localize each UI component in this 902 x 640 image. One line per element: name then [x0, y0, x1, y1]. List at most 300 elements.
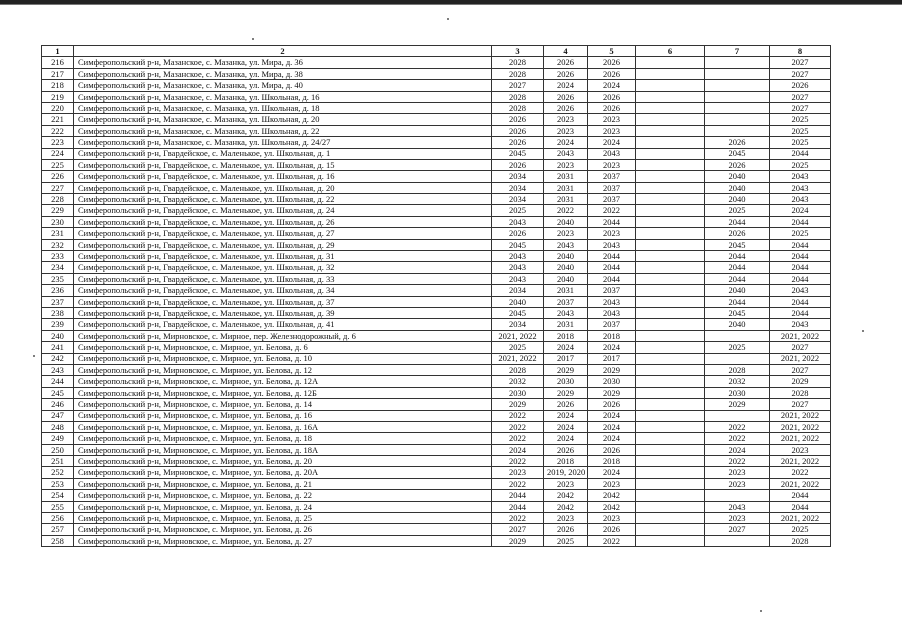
row-number-cell: 246: [42, 399, 74, 410]
scan-speck: [33, 355, 35, 357]
table-row: [42, 513, 831, 524]
year-col-8-cell: 2044: [770, 239, 831, 250]
row-number-cell: 255: [42, 501, 74, 512]
year-col-5-cell: 2024: [588, 137, 636, 148]
year-col-4-cell: 2043: [544, 307, 588, 318]
row-number-cell: 245: [42, 387, 74, 398]
row-number-cell: 223: [42, 137, 74, 148]
column-header: 7: [705, 46, 770, 57]
year-col-7-cell: 2022: [705, 456, 770, 467]
table-header-row: [42, 46, 831, 57]
column-header: 3: [492, 46, 544, 57]
year-col-7-cell: 2022: [705, 421, 770, 432]
year-col-8-cell: 2021, 2022: [770, 353, 831, 364]
row-number-cell: 228: [42, 194, 74, 205]
year-col-5-cell: 2042: [588, 501, 636, 512]
year-col-7-cell: 2026: [705, 159, 770, 170]
year-col-6-cell: [636, 273, 705, 284]
year-col-5-cell: 2026: [588, 91, 636, 102]
address-cell: Симферопольский р-н, Гвардейское, с. Маленькое, ул. Школьная, д. 15: [74, 159, 492, 170]
year-col-7-cell: 2040: [705, 194, 770, 205]
year-col-6-cell: [636, 285, 705, 296]
year-col-5-cell: 2044: [588, 262, 636, 273]
year-col-5-cell: 2023: [588, 159, 636, 170]
year-col-4-cell: 2040: [544, 262, 588, 273]
year-col-7-cell: 2044: [705, 296, 770, 307]
year-col-5-cell: 2026: [588, 68, 636, 79]
year-col-4-cell: 2031: [544, 319, 588, 330]
address-cell: Симферопольский р-н, Мазанское, с. Мазанка, ул. Школьная, д. 20: [74, 114, 492, 125]
year-col-3-cell: 2026: [492, 137, 544, 148]
table-row: [42, 319, 831, 330]
year-col-5-cell: 2023: [588, 228, 636, 239]
year-col-3-cell: 2043: [492, 216, 544, 227]
table-row: [42, 467, 831, 478]
year-col-5-cell: 2044: [588, 251, 636, 262]
year-col-5-cell: 2024: [588, 421, 636, 432]
row-number-cell: 256: [42, 513, 74, 524]
address-cell: Симферопольский р-н, Мирновское, с. Мирное, ул. Белова, д. 12А: [74, 376, 492, 387]
year-col-8-cell: 2044: [770, 262, 831, 273]
year-col-4-cell: 2030: [544, 376, 588, 387]
column-header: 8: [770, 46, 831, 57]
row-number-cell: 249: [42, 433, 74, 444]
year-col-5-cell: 2022: [588, 205, 636, 216]
year-col-7-cell: 2022: [705, 433, 770, 444]
address-cell: Симферопольский р-н, Мирновское, с. Мирное, ул. Белова, д. 21: [74, 478, 492, 489]
year-col-6-cell: [636, 251, 705, 262]
table-row: [42, 296, 831, 307]
address-cell: Симферопольский р-н, Мирновское, с. Мирное, ул. Белова, д. 12Б: [74, 387, 492, 398]
year-col-6-cell: [636, 182, 705, 193]
year-col-8-cell: 2027: [770, 342, 831, 353]
year-col-4-cell: 2026: [544, 524, 588, 535]
table-row: [42, 159, 831, 170]
year-col-5-cell: 2024: [588, 80, 636, 91]
table-row: [42, 80, 831, 91]
year-col-6-cell: [636, 194, 705, 205]
year-col-8-cell: 2021, 2022: [770, 330, 831, 341]
year-col-6-cell: [636, 478, 705, 489]
row-number-cell: 243: [42, 364, 74, 375]
year-col-7-cell: [705, 114, 770, 125]
year-col-8-cell: 2044: [770, 148, 831, 159]
year-col-3-cell: 2034: [492, 319, 544, 330]
year-col-6-cell: [636, 239, 705, 250]
year-col-8-cell: 2043: [770, 319, 831, 330]
year-col-6-cell: [636, 137, 705, 148]
year-col-6-cell: [636, 399, 705, 410]
year-col-7-cell: 2044: [705, 216, 770, 227]
address-cell: Симферопольский р-н, Мазанское, с. Мазанка, ул. Школьная, д. 22: [74, 125, 492, 136]
year-col-8-cell: 2044: [770, 501, 831, 512]
year-col-6-cell: [636, 216, 705, 227]
year-col-4-cell: 2037: [544, 296, 588, 307]
row-number-cell: 218: [42, 80, 74, 91]
row-number-cell: 239: [42, 319, 74, 330]
address-cell: Симферопольский р-н, Мирновское, с. Мирное, ул. Белова, д. 10: [74, 353, 492, 364]
year-col-4-cell: 2023: [544, 125, 588, 136]
year-col-4-cell: 2031: [544, 182, 588, 193]
year-col-4-cell: 2018: [544, 330, 588, 341]
year-col-5-cell: 2024: [588, 410, 636, 421]
row-number-cell: 242: [42, 353, 74, 364]
row-number-cell: 250: [42, 444, 74, 455]
row-number-cell: 226: [42, 171, 74, 182]
year-col-5-cell: 2024: [588, 467, 636, 478]
scan-speck: [760, 610, 762, 612]
address-cell: Симферопольский р-н, Мазанское, с. Мазанка, ул. Школьная, д. 18: [74, 102, 492, 113]
address-cell: Симферопольский р-н, Мирновское, с. Мирное, ул. Белова, д. 18: [74, 433, 492, 444]
row-number-cell: 221: [42, 114, 74, 125]
year-col-8-cell: 2024: [770, 205, 831, 216]
scan-speck: [862, 330, 864, 332]
year-col-3-cell: 2040: [492, 296, 544, 307]
column-header: 5: [588, 46, 636, 57]
address-cell: Симферопольский р-н, Мазанское, с. Мазанка, ул. Мира, д. 36: [74, 57, 492, 68]
year-col-3-cell: 2026: [492, 114, 544, 125]
row-number-cell: 224: [42, 148, 74, 159]
year-col-5-cell: 2037: [588, 182, 636, 193]
year-col-3-cell: 2022: [492, 421, 544, 432]
year-col-4-cell: 2018: [544, 456, 588, 467]
row-number-cell: 232: [42, 239, 74, 250]
address-cell: Симферопольский р-н, Мазанское, с. Мазанка, ул. Мира, д. 40: [74, 80, 492, 91]
year-col-3-cell: 2026: [492, 159, 544, 170]
year-col-4-cell: 2026: [544, 68, 588, 79]
year-col-3-cell: 2022: [492, 513, 544, 524]
year-col-3-cell: 2022: [492, 456, 544, 467]
year-col-3-cell: 2025: [492, 342, 544, 353]
year-col-8-cell: 2023: [770, 444, 831, 455]
year-col-3-cell: 2021, 2022: [492, 330, 544, 341]
year-col-7-cell: 2029: [705, 399, 770, 410]
year-col-7-cell: 2027: [705, 524, 770, 535]
year-col-3-cell: 2045: [492, 239, 544, 250]
year-col-4-cell: 2019, 2020: [544, 467, 588, 478]
row-number-cell: 237: [42, 296, 74, 307]
table-row: [42, 205, 831, 216]
year-col-7-cell: [705, 330, 770, 341]
year-col-4-cell: 2024: [544, 410, 588, 421]
year-col-8-cell: 2025: [770, 114, 831, 125]
row-number-cell: 241: [42, 342, 74, 353]
table-row: [42, 285, 831, 296]
year-col-4-cell: 2026: [544, 102, 588, 113]
year-col-8-cell: 2028: [770, 535, 831, 546]
table-row: [42, 68, 831, 79]
year-col-3-cell: 2025: [492, 205, 544, 216]
year-col-7-cell: 2040: [705, 171, 770, 182]
year-col-8-cell: 2028: [770, 387, 831, 398]
year-col-4-cell: 2031: [544, 285, 588, 296]
address-cell: Симферопольский р-н, Мирновское, с. Мирное, ул. Белова, д. 26: [74, 524, 492, 535]
address-cell: Симферопольский р-н, Гвардейское, с. Маленькое, ул. Школьная, д. 27: [74, 228, 492, 239]
row-number-cell: 222: [42, 125, 74, 136]
table-row: [42, 216, 831, 227]
year-col-8-cell: 2044: [770, 490, 831, 501]
year-col-5-cell: 2043: [588, 296, 636, 307]
year-col-7-cell: 2045: [705, 148, 770, 159]
address-cell: Симферопольский р-н, Гвардейское, с. Маленькое, ул. Школьная, д. 39: [74, 307, 492, 318]
year-col-6-cell: [636, 387, 705, 398]
address-cell: Симферопольский р-н, Гвардейское, с. Маленькое, ул. Школьная, д. 31: [74, 251, 492, 262]
year-col-6-cell: [636, 342, 705, 353]
year-col-8-cell: 2044: [770, 296, 831, 307]
year-col-7-cell: 2023: [705, 513, 770, 524]
table-row: [42, 125, 831, 136]
address-cell: Симферопольский р-н, Гвардейское, с. Маленькое, ул. Школьная, д. 16: [74, 171, 492, 182]
year-col-5-cell: 2044: [588, 273, 636, 284]
year-col-8-cell: 2043: [770, 171, 831, 182]
year-col-8-cell: 2021, 2022: [770, 478, 831, 489]
year-col-6-cell: [636, 330, 705, 341]
row-number-cell: 253: [42, 478, 74, 489]
year-col-6-cell: [636, 319, 705, 330]
year-col-7-cell: 2030: [705, 387, 770, 398]
year-col-7-cell: 2044: [705, 251, 770, 262]
year-col-6-cell: [636, 376, 705, 387]
year-col-4-cell: 2026: [544, 444, 588, 455]
row-number-cell: 248: [42, 421, 74, 432]
row-number-cell: 235: [42, 273, 74, 284]
column-header: 1: [42, 46, 74, 57]
year-col-4-cell: 2024: [544, 421, 588, 432]
year-col-3-cell: 2028: [492, 364, 544, 375]
year-col-3-cell: 2044: [492, 501, 544, 512]
year-col-6-cell: [636, 57, 705, 68]
table-row: [42, 342, 831, 353]
year-col-6-cell: [636, 444, 705, 455]
year-col-7-cell: 2028: [705, 364, 770, 375]
year-col-7-cell: [705, 353, 770, 364]
year-col-8-cell: 2044: [770, 216, 831, 227]
row-number-cell: 225: [42, 159, 74, 170]
address-cell: Симферопольский р-н, Мирновское, с. Мирное, ул. Белова, д. 24: [74, 501, 492, 512]
year-col-5-cell: 2029: [588, 387, 636, 398]
year-col-5-cell: 2026: [588, 102, 636, 113]
address-cell: Симферопольский р-н, Мирновское, с. Мирное, ул. Белова, д. 27: [74, 535, 492, 546]
year-col-8-cell: 2025: [770, 137, 831, 148]
year-col-7-cell: 2026: [705, 137, 770, 148]
year-col-6-cell: [636, 535, 705, 546]
year-col-7-cell: [705, 490, 770, 501]
year-col-3-cell: 2045: [492, 148, 544, 159]
table-row: [42, 353, 831, 364]
year-col-3-cell: 2030: [492, 387, 544, 398]
year-col-5-cell: 2037: [588, 285, 636, 296]
year-col-4-cell: 2040: [544, 251, 588, 262]
year-col-3-cell: 2028: [492, 91, 544, 102]
address-cell: Симферопольский р-н, Гвардейское, с. Маленькое, ул. Школьная, д. 20: [74, 182, 492, 193]
year-col-3-cell: 2043: [492, 273, 544, 284]
year-col-3-cell: 2022: [492, 478, 544, 489]
year-col-6-cell: [636, 148, 705, 159]
table-row: [42, 444, 831, 455]
table-row: [42, 490, 831, 501]
address-cell: Симферопольский р-н, Мирновское, с. Мирное, ул. Белова, д. 20А: [74, 467, 492, 478]
table-row: [42, 137, 831, 148]
year-col-8-cell: 2027: [770, 91, 831, 102]
year-col-5-cell: 2023: [588, 513, 636, 524]
year-col-4-cell: 2043: [544, 148, 588, 159]
address-cell: Симферопольский р-н, Гвардейское, с. Маленькое, ул. Школьная, д. 33: [74, 273, 492, 284]
year-col-5-cell: 2044: [588, 216, 636, 227]
year-col-8-cell: 2026: [770, 80, 831, 91]
year-col-8-cell: 2044: [770, 307, 831, 318]
address-cell: Симферопольский р-н, Гвардейское, с. Маленькое, ул. Школьная, д. 24: [74, 205, 492, 216]
year-col-6-cell: [636, 456, 705, 467]
row-number-cell: 217: [42, 68, 74, 79]
year-col-6-cell: [636, 102, 705, 113]
row-number-cell: 220: [42, 102, 74, 113]
year-col-4-cell: 2042: [544, 501, 588, 512]
row-number-cell: 229: [42, 205, 74, 216]
year-col-3-cell: 2021, 2022: [492, 353, 544, 364]
year-col-6-cell: [636, 364, 705, 375]
table-row: [42, 535, 831, 546]
year-col-6-cell: [636, 353, 705, 364]
year-col-3-cell: 2034: [492, 171, 544, 182]
address-cell: Симферопольский р-н, Гвардейское, с. Маленькое, ул. Школьная, д. 32: [74, 262, 492, 273]
year-col-8-cell: 2044: [770, 273, 831, 284]
year-col-4-cell: 2042: [544, 490, 588, 501]
table-row: [42, 102, 831, 113]
year-col-5-cell: 2026: [588, 524, 636, 535]
year-col-4-cell: 2029: [544, 387, 588, 398]
year-col-8-cell: 2029: [770, 376, 831, 387]
address-cell: Симферопольский р-н, Гвардейское, с. Маленькое, ул. Школьная, д. 26: [74, 216, 492, 227]
address-cell: Симферопольский р-н, Мирновское, с. Мирное, ул. Белова, д. 6: [74, 342, 492, 353]
year-col-7-cell: 2032: [705, 376, 770, 387]
year-col-5-cell: 2017: [588, 353, 636, 364]
year-col-7-cell: 2025: [705, 205, 770, 216]
table-row: [42, 251, 831, 262]
column-header: 4: [544, 46, 588, 57]
year-col-5-cell: 2018: [588, 456, 636, 467]
row-number-cell: 254: [42, 490, 74, 501]
year-col-7-cell: 2045: [705, 239, 770, 250]
year-col-3-cell: 2027: [492, 80, 544, 91]
year-col-7-cell: 2024: [705, 444, 770, 455]
address-cell: Симферопольский р-н, Мирновское, с. Мирное, ул. Белова, д. 12: [74, 364, 492, 375]
year-col-4-cell: 2017: [544, 353, 588, 364]
year-col-5-cell: 2043: [588, 239, 636, 250]
year-col-4-cell: 2043: [544, 239, 588, 250]
year-col-7-cell: [705, 80, 770, 91]
table-body: [42, 57, 831, 547]
year-col-4-cell: 2029: [544, 364, 588, 375]
year-col-5-cell: 2024: [588, 342, 636, 353]
address-cell: Симферопольский р-н, Гвардейское, с. Маленькое, ул. Школьная, д. 22: [74, 194, 492, 205]
year-col-8-cell: 2043: [770, 285, 831, 296]
year-col-7-cell: 2025: [705, 342, 770, 353]
address-cell: Симферопольский р-н, Мирновское, с. Мирное, ул. Белова, д. 16: [74, 410, 492, 421]
year-col-5-cell: 2037: [588, 319, 636, 330]
table-row: [42, 273, 831, 284]
year-col-6-cell: [636, 296, 705, 307]
year-col-6-cell: [636, 125, 705, 136]
address-cell: Симферопольский р-н, Мазанское, с. Мазанка, ул. Школьная, д. 24/27: [74, 137, 492, 148]
year-col-5-cell: 2023: [588, 478, 636, 489]
address-cell: Симферопольский р-н, Мазанское, с. Мазанка, ул. Мира, д. 38: [74, 68, 492, 79]
row-number-cell: 244: [42, 376, 74, 387]
address-cell: Симферопольский р-н, Мазанское, с. Мазанка, ул. Школьная, д. 16: [74, 91, 492, 102]
table-row: [42, 57, 831, 68]
year-col-3-cell: 2022: [492, 410, 544, 421]
year-col-8-cell: 2027: [770, 102, 831, 113]
year-col-8-cell: 2043: [770, 182, 831, 193]
year-col-7-cell: [705, 410, 770, 421]
year-col-5-cell: 2026: [588, 57, 636, 68]
year-col-3-cell: 2028: [492, 68, 544, 79]
year-col-5-cell: 2043: [588, 148, 636, 159]
year-col-7-cell: 2044: [705, 273, 770, 284]
year-col-6-cell: [636, 228, 705, 239]
address-cell: Симферопольский р-н, Гвардейское, с. Маленькое, ул. Школьная, д. 37: [74, 296, 492, 307]
year-col-6-cell: [636, 467, 705, 478]
table-row: [42, 239, 831, 250]
year-col-3-cell: 2023: [492, 467, 544, 478]
year-col-7-cell: [705, 68, 770, 79]
address-cell: Симферопольский р-н, Мирновское, с. Мирное, ул. Белова, д. 25: [74, 513, 492, 524]
table-row: [42, 307, 831, 318]
year-col-5-cell: 2023: [588, 114, 636, 125]
year-col-8-cell: 2027: [770, 68, 831, 79]
year-col-6-cell: [636, 91, 705, 102]
table-row: [42, 478, 831, 489]
year-col-6-cell: [636, 410, 705, 421]
scan-speck: [252, 38, 254, 40]
row-number-cell: 252: [42, 467, 74, 478]
year-col-4-cell: 2022: [544, 205, 588, 216]
year-col-7-cell: [705, 535, 770, 546]
year-col-8-cell: 2027: [770, 57, 831, 68]
year-col-8-cell: 2021, 2022: [770, 433, 831, 444]
row-number-cell: 216: [42, 57, 74, 68]
address-cell: Симферопольский р-н, Мирновское, с. Мирное, пер. Железнодорожный, д. 6: [74, 330, 492, 341]
year-col-5-cell: 2037: [588, 171, 636, 182]
year-col-4-cell: 2024: [544, 137, 588, 148]
year-col-5-cell: 2030: [588, 376, 636, 387]
year-col-3-cell: 2028: [492, 102, 544, 113]
year-col-5-cell: 2023: [588, 125, 636, 136]
year-col-6-cell: [636, 205, 705, 216]
year-col-3-cell: 2034: [492, 194, 544, 205]
row-number-cell: 233: [42, 251, 74, 262]
year-col-4-cell: 2023: [544, 478, 588, 489]
table-row: [42, 456, 831, 467]
table-row: [42, 364, 831, 375]
year-col-5-cell: 2037: [588, 194, 636, 205]
row-number-cell: 219: [42, 91, 74, 102]
year-col-5-cell: 2018: [588, 330, 636, 341]
row-number-cell: 236: [42, 285, 74, 296]
year-col-5-cell: 2022: [588, 535, 636, 546]
address-cell: Симферопольский р-н, Мирновское, с. Мирное, ул. Белова, д. 18А: [74, 444, 492, 455]
row-number-cell: 230: [42, 216, 74, 227]
table-row: [42, 262, 831, 273]
year-col-3-cell: 2034: [492, 182, 544, 193]
year-col-8-cell: 2025: [770, 228, 831, 239]
year-col-3-cell: 2043: [492, 262, 544, 273]
table-row: [42, 91, 831, 102]
address-cell: Симферопольский р-н, Гвардейское, с. Маленькое, ул. Школьная, д. 1: [74, 148, 492, 159]
row-number-cell: 257: [42, 524, 74, 535]
year-col-6-cell: [636, 433, 705, 444]
year-col-3-cell: 2026: [492, 125, 544, 136]
year-col-4-cell: 2023: [544, 228, 588, 239]
